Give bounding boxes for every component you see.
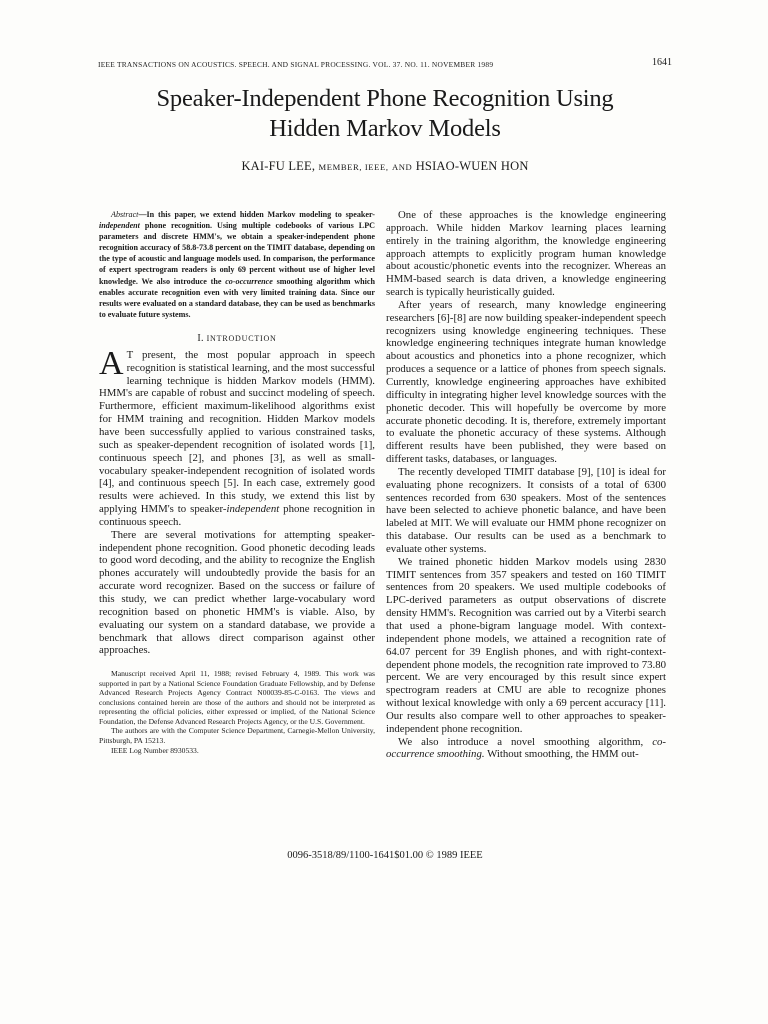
right-column <box>386 209 666 761</box>
footnote <box>99 669 375 755</box>
paragraph-text: Without smoothing, the HMM out- <box>484 748 639 761</box>
paragraph-text: T present, the most popular approach in speech recognition is statistical learning, and the most successful learning technique is hidden Markov models (HMM). HMM's are capable of robust and succinct modeling of speech. Furthermore, efficient maximum-likelihood algorithms exist for HMM training and recognition. Hidden Markov models have been successfully applied to various constrained tasks, such as speaker-dependent recognition of isolated words [1], continuous speech [2], and phones [3], as well as small-vocabulary speaker-independent recognition of isolated words [4], and continuous speech [5]. In each case, extremely good results were achieved. In this study, we extend this list by applying HMM's to speaker- <box>99 348 375 516</box>
author-name: KAI-FU LEE, <box>241 159 316 173</box>
abstract-emphasis: co-occurrence <box>225 276 273 286</box>
abstract-dash: — <box>138 210 147 219</box>
author-line <box>60 159 710 174</box>
section-title: INTRODUCTION <box>206 333 277 343</box>
body-paragraph: After years of research, many knowledge engineering researchers [6]-[8] are now building speaker-independent speech recognizers using knowledge engineering techniques. These knowledge engineering techniques integrate human knowledge about acoustics and phonetics into a phone recognizer, which produces a sequence or a lattice of phones from speech signals. Currently, knowledge engineering approaches have exhibited difficulty in integrating higher level knowledge sources with the phonetic decoder. This will hopefully be overcome by more accurate phonetic decoding. It is, therefore, extremely important to evaluate the phonetic accuracy of these systems. Although different results have been published, they were based on different tasks, databases, or languages. <box>386 298 666 466</box>
abstract-lead: Abstract <box>111 210 139 219</box>
paragraph-text: We also introduce a novel smoothing algorithm, <box>398 735 653 748</box>
footnote-paragraph: The authors are with the Computer Science Department, Carnegie-Mellon University, Pittsburgh, PA 15213. <box>99 726 375 746</box>
running-head: IEEE TRANSACTIONS ON ACOUSTICS. SPEECH. AND SIGNAL PROCESSING. VOL. 37. NO. 11. NOVEMBER 1989 <box>98 60 494 69</box>
section-heading <box>99 333 375 344</box>
left-column <box>99 209 375 755</box>
page-number: 1641 <box>652 57 672 68</box>
copyright-footer: 0096-3518/89/1100-1641$01.00 © 1989 IEEE <box>287 850 483 861</box>
author-conjunction: AND <box>391 162 413 172</box>
body-paragraph <box>386 736 666 762</box>
abstract-emphasis: independent <box>99 221 140 231</box>
body-paragraph: The recently developed TIMIT database [9], [10] is ideal for evaluating phone recognizers. It consists of a total of 6300 sentences recorded from 630 speakers. Most of the sentences have been selected to achieve phonetic balance, and have been labeled at MIT. We will evaluate our HMM phone recognizer on this database. Our results can be used as a benchmark to evaluate other systems. <box>386 465 666 555</box>
title-line-1: Speaker-Independent Phone Recognition Using <box>156 85 614 112</box>
abstract-text: smoothing algorithm which enables accurate recognition even with very limited training data. Since our results were evaluated on a standard database, they can be used as benchmarks to evaluate future systems. <box>99 276 375 319</box>
abstract-text: In this paper, we extend hidden Markov modeling to speaker- <box>146 210 375 219</box>
section-number: I. <box>197 332 207 344</box>
footnote-paragraph: IEEE Log Number 8930533. <box>111 745 199 755</box>
paragraph-emphasis: co-occurrence smoothing. <box>386 735 666 761</box>
paragraph-text: phone recognition in continuous speech. <box>99 503 375 528</box>
paragraph-emphasis: independent <box>226 503 280 516</box>
footnote-paragraph: Manuscript received April 11, 1988; revised February 4, 1989. This work was supported in part by a National Science Foundation Graduate Fellowship, and by Defense Advanced Research Projects Agency Contract N00039-85-C-0163. The views and conclusions contained herein are those of the authors and should not be interpreted as representing the official policies, either expressed or implied, of the National Science Foundation, the Defense Advanced Research Projects Agency, or the U.S. Government. <box>99 669 375 726</box>
drop-cap: A <box>99 344 124 382</box>
body-paragraph: We trained phonetic hidden Markov models using 2830 TIMIT sentences from 357 speakers and tested on 160 TIMIT sentences from 20 speakers. We used multiple codebooks of LPC-derived parameters as output observations of discrete density HMM's. Recognition was carried out by a Viterbi search that used a phone-bigram language model. With context-independent phone models, we attained a recognition rate of 64.07 percent for 39 English phones, and with right-context-dependent phone models, the recognition rate improved to 73.80 percent. We are very encouraged by this result since expert spectrogram readers at CMU are able to recognize phones without lexical knowledge with only a 69 percent accuracy [11]. Our results also compare well to other approaches to speaker-independent phone recognition. <box>386 555 666 735</box>
paper-title <box>60 84 710 144</box>
abstract <box>99 209 375 320</box>
body-paragraph: One of these approaches is the knowledge engineering approach. While hidden Markov learning places learning entirely in the training algorithm, the knowledge engineering approach attempts to explicitly program human knowledge about acoustic/phonetic events into the recognizer. Whereas an HMM-based search is data driven, a knowledge engineering search is typically heuristically guided. <box>386 209 666 299</box>
author-membership: MEMBER, IEEE, <box>318 162 389 172</box>
title-line-2: Hidden Markov Models <box>269 115 501 142</box>
body-paragraph <box>99 344 375 529</box>
body-paragraph: There are several motivations for attempting speaker-independent phone recognition. Good phonetic decoding leads to good word decoding, and the ability to recognize the English phones accurately will undoubtedly provide the basis for an accurate word recognizer. Based on the success or failure of this study, we can predict whether large-vocabulary word recognition based on phonetic HMM's is viable. Also, by evaluating our system on a standard database, we provide a benchmark that allows direct comparison against other approaches. <box>99 528 375 657</box>
abstract-text: phone recognition. Using multiple codebooks of various LPC parameters and discrete HMM's, we obtain a speaker-independent phone recognition accuracy of 58.8-73.8 percent on the TIMIT database, depending on the type of acoustic and language models used. In comparison, the performance of expert spectrogram readers is only 69 percent without use of higher level knowledge. We also introduce the <box>99 221 375 286</box>
author-name: HSIAO-WUEN HON <box>415 159 529 173</box>
